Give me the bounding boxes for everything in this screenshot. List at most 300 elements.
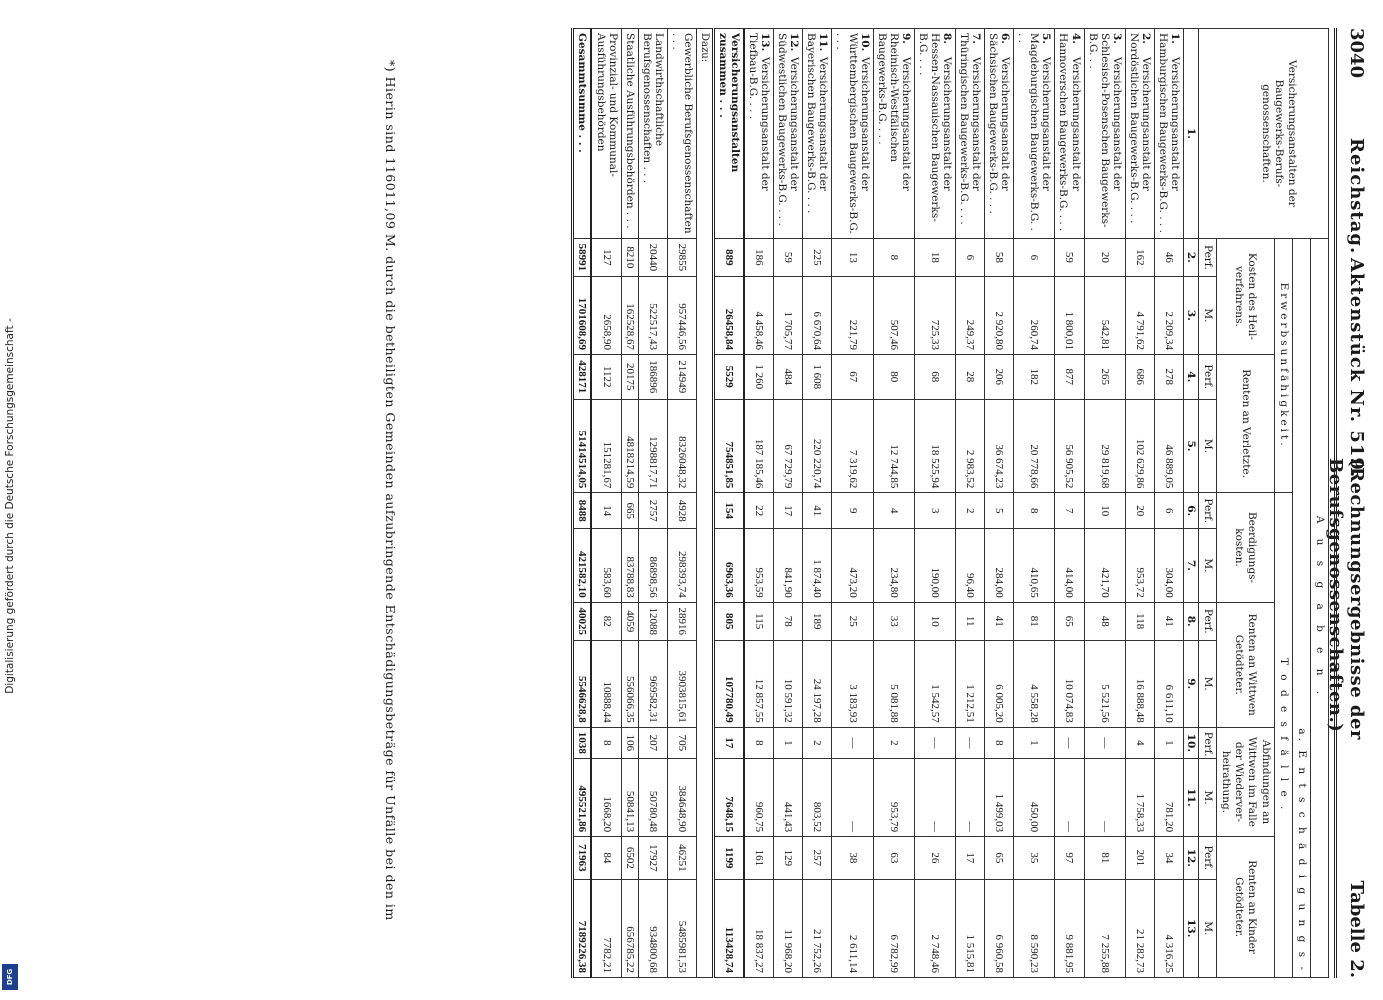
amount-cell: 7189226,38 <box>573 879 592 977</box>
row-label-text: Versicherungsanstalt der Hamburgischen Baugewerks-B.G. . . . <box>1156 33 1181 233</box>
persons-cell: 26 <box>914 837 955 879</box>
header-renten-kinder: Renten an Kinder Getödteter. <box>1217 837 1275 978</box>
amount-cell: 441,43 <box>774 759 803 837</box>
amount-cell: 10888,44 <box>592 640 622 727</box>
group-erwerb-heading: Erwerbsunfähigkeit. <box>1274 238 1292 492</box>
persons-cell: 214949 <box>667 354 696 399</box>
row-label <box>713 29 744 239</box>
amount-cell: 18 837,27 <box>744 879 774 977</box>
document-title: Aktenstück Nr. 519. <box>1346 258 1367 479</box>
row-label-text: Versicherungsanstalt der Tiefbau-B.G. . . . <box>747 33 772 191</box>
persons-cell: 162 <box>1125 238 1154 276</box>
row-label-text: Versicherungsanstalt der Hessen-Nassauischen Baugewerks-B.G. . . . <box>916 33 953 222</box>
amount-cell: 725,33 <box>914 276 955 354</box>
row-number: 6. <box>999 33 1012 44</box>
amount-cell: 473,20 <box>832 529 873 603</box>
amount-cell: 2658,90 <box>592 276 622 354</box>
persons-cell: 48 <box>1084 602 1125 640</box>
persons-cell: 118 <box>1125 602 1154 640</box>
persons-cell: 182 <box>1014 354 1055 399</box>
amount-cell: 96,40 <box>956 529 985 603</box>
persons-cell: 8210 <box>621 238 638 276</box>
row-label-text: Versicherungsanstalt der Hannoverschen Baugewerks-B.G. . . . <box>1057 33 1082 232</box>
amount-cell: 162528,67 <box>621 276 638 354</box>
row-number: 5. <box>1040 33 1053 44</box>
persons-cell: 161 <box>744 837 774 879</box>
persons-cell: 8 <box>985 727 1014 758</box>
amount-cell: 4 316,25 <box>1154 879 1183 977</box>
persons-cell: 18 <box>914 238 955 276</box>
persons-cell: 3 <box>914 493 955 529</box>
amount-cell: 3903815,61 <box>667 640 696 727</box>
table-row <box>1014 29 1055 978</box>
persons-cell: 1 <box>1154 727 1183 758</box>
table-row <box>832 29 873 978</box>
persons-cell: 8 <box>592 727 622 758</box>
amount-cell: 583,60 <box>592 529 622 603</box>
amount-cell: 803,52 <box>803 759 832 837</box>
persons-cell: 1 <box>1014 727 1055 758</box>
column-number: 8. <box>1184 602 1199 640</box>
unit-mark: M. <box>1199 276 1217 354</box>
dfg-logo-icon: DFG <box>2 964 18 990</box>
amount-cell: 6 005,20 <box>985 640 1014 727</box>
persons-cell: 80 <box>873 354 914 399</box>
amount-cell: 7648,15 <box>713 759 744 837</box>
amount-cell: 841,90 <box>774 529 803 603</box>
amount-cell: 7782,21 <box>592 879 622 977</box>
amount-cell: 20 778,66 <box>1014 399 1055 493</box>
amount-cell: 107780,49 <box>713 640 744 727</box>
row-number: 7. <box>970 33 983 44</box>
amount-cell: 249,37 <box>956 276 985 354</box>
persons-cell: 1 <box>774 727 803 758</box>
row-label-text: Provinzial- und Kommunal-Ausführungsbehörden <box>594 33 619 177</box>
persons-cell: 2757 <box>638 493 667 529</box>
amount-cell: 67 729,79 <box>774 399 803 493</box>
amount-cell: 151281,67 <box>592 399 622 493</box>
amount-cell: 4818214,59 <box>621 399 638 493</box>
unit-mark: M. <box>1199 529 1217 603</box>
persons-cell: 65 <box>985 837 1014 879</box>
amount-cell: 953,59 <box>744 529 774 603</box>
persons-cell: 40025 <box>573 602 592 640</box>
row-number: 11. <box>817 33 830 52</box>
header-rule <box>1334 28 1337 978</box>
unit-pers: Perf. <box>1199 493 1217 529</box>
persons-cell: — <box>1084 727 1125 758</box>
amount-cell: 9 881,95 <box>1055 879 1084 977</box>
persons-cell: — <box>832 727 873 758</box>
persons-cell: 206 <box>985 354 1014 399</box>
persons-cell: 67 <box>832 354 873 399</box>
amount-cell: 102 629,86 <box>1125 399 1154 493</box>
row-number: 1. <box>1169 33 1181 44</box>
persons-cell: 1038 <box>573 727 592 758</box>
persons-cell: 17927 <box>638 837 667 879</box>
persons-cell: 705 <box>667 727 696 758</box>
amount-cell: 1 705,77 <box>774 276 803 354</box>
amount-cell: 384648,90 <box>667 759 696 837</box>
amount-cell: 4 458,46 <box>744 276 774 354</box>
persons-cell: 6 <box>956 238 985 276</box>
persons-cell: 129 <box>774 837 803 879</box>
row-label-text: Gesammtsumme . . . <box>576 33 589 153</box>
persons-cell: 877 <box>1055 354 1084 399</box>
amount-cell: 260,74 <box>1014 276 1055 354</box>
group-todes-heading: T o d e s f ä l l e . <box>1274 493 1292 978</box>
row-label <box>832 29 873 239</box>
persons-cell: 33 <box>873 602 914 640</box>
amount-cell: 304,00 <box>1154 529 1183 603</box>
amount-cell: 51414514,05 <box>573 399 592 493</box>
persons-cell: 68 <box>914 354 955 399</box>
persons-cell: 59 <box>774 238 803 276</box>
row-label <box>667 29 696 239</box>
amount-cell: 556066,35 <box>621 640 638 727</box>
amount-cell: 11 968,20 <box>774 879 803 977</box>
persons-cell: 25 <box>832 602 873 640</box>
persons-cell: 17 <box>713 727 744 758</box>
table-row <box>956 29 985 978</box>
row-number: 4. <box>1069 33 1082 44</box>
amount-cell: 29 819,68 <box>1084 399 1125 493</box>
persons-cell: 20175 <box>621 354 638 399</box>
row-number: 2. <box>1139 33 1152 44</box>
persons-cell: 665 <box>621 493 638 529</box>
amount-cell: 969582,31 <box>638 640 667 727</box>
amount-cell: 1 499,03 <box>985 759 1014 837</box>
header-abfindungen: Abfindungen an Wittwen im Falle der Wiederver-heirathung. <box>1217 727 1275 836</box>
amount-cell: 4 558,28 <box>1014 640 1055 727</box>
amount-cell: 10 591,32 <box>774 640 803 727</box>
persons-cell: 46 <box>1154 238 1183 276</box>
amount-cell: 3 183,93 <box>832 640 873 727</box>
amount-cell: 8 590,23 <box>1014 879 1055 977</box>
row-label-text: Versicherungsanstalten zusammen . . . <box>717 33 742 173</box>
persons-cell: 22 <box>744 493 774 529</box>
persons-cell: 58 <box>985 238 1014 276</box>
amount-cell: 56 905,52 <box>1055 399 1084 493</box>
amount-cell: 542,81 <box>1084 276 1125 354</box>
amount-cell: 284,00 <box>985 529 1014 603</box>
document-subtitle: (Rechnungsergebnisse der Berufsgenossenschaften.) <box>1325 458 1367 740</box>
table-row <box>1055 29 1084 978</box>
persons-cell: 4 <box>1125 727 1154 758</box>
row-label <box>1154 29 1183 239</box>
persons-cell: 186896 <box>638 354 667 399</box>
amount-cell: 10 074,83 <box>1055 640 1084 727</box>
header-renten-witwen: Renten an Wittwen Getödteter. <box>1217 602 1275 727</box>
persons-cell: 59 <box>1055 238 1084 276</box>
row-label-text: Versicherungsanstalt der Südwestlichen Baugewerks-B.G. . . . <box>776 33 801 226</box>
row-label <box>1014 29 1055 239</box>
row-label <box>774 29 803 239</box>
expenditure-table <box>571 28 1329 978</box>
persons-cell: 2 <box>956 493 985 529</box>
persons-cell: 1 608 <box>803 354 832 399</box>
persons-cell: 17 <box>774 493 803 529</box>
persons-cell: 257 <box>803 837 832 879</box>
persons-cell: 20440 <box>638 238 667 276</box>
amount-cell: 495521,86 <box>573 759 592 837</box>
persons-cell: 58991 <box>573 238 592 276</box>
table-row <box>744 29 774 978</box>
amount-cell: 46 889,05 <box>1154 399 1183 493</box>
extra-row <box>592 29 622 978</box>
table-row <box>985 29 1014 978</box>
footnote: *) Hierin sind 116011,09 M. durch die betheiligten Gemeinden aufzubringende Entschädigungsbeträge für Unfälle bei den im <box>383 60 398 921</box>
persons-cell: 265 <box>1084 354 1125 399</box>
amount-cell: 6 960,58 <box>985 879 1014 977</box>
amount-cell: 6 611,10 <box>1154 640 1183 727</box>
unit-mark: M. <box>1199 759 1217 837</box>
persons-cell: 81 <box>1084 837 1125 879</box>
page-number: 3040 <box>1346 28 1367 79</box>
amount-cell: 5546628,8 <box>573 640 592 727</box>
extra-row <box>667 29 696 978</box>
amount-cell: 5 521,56 <box>1084 640 1125 727</box>
persons-cell: 97 <box>1055 837 1084 879</box>
persons-cell: 41 <box>1154 602 1183 640</box>
table-row <box>803 29 832 978</box>
persons-cell: 65 <box>1055 602 1084 640</box>
unit-pers: Perf. <box>1199 837 1217 879</box>
amount-cell: 7 319,62 <box>832 399 873 493</box>
amount-cell: 934800,68 <box>638 879 667 977</box>
row-label <box>1084 29 1125 239</box>
amount-cell: 190,00 <box>914 529 955 603</box>
row-label-text: Staatliche Ausführungsbehörden . . . <box>623 33 636 229</box>
extra-row <box>638 29 667 978</box>
amount-cell: 221,79 <box>832 276 873 354</box>
amount-cell: — <box>832 759 873 837</box>
table-row <box>1084 29 1125 978</box>
amount-cell: 12 744,85 <box>873 399 914 493</box>
persons-cell: 1 260 <box>744 354 774 399</box>
column-number: 7. <box>1184 529 1199 603</box>
amount-cell: 1 874,40 <box>803 529 832 603</box>
persons-cell: 6 <box>1154 493 1183 529</box>
persons-cell: 10 <box>1084 493 1125 529</box>
column-number: 12. <box>1184 837 1199 879</box>
table-title: A u s g a b e n . <box>1310 238 1328 977</box>
amount-cell: 2 748,46 <box>914 879 955 977</box>
persons-cell: 6502 <box>621 837 638 879</box>
persons-cell: 805 <box>713 602 744 640</box>
row-label <box>744 29 774 239</box>
persons-cell: 38 <box>832 837 873 879</box>
column-number: 10. <box>1184 727 1199 758</box>
amount-cell: 234,80 <box>873 529 914 603</box>
column-numbers-row <box>1184 29 1199 978</box>
amount-cell: 187 185,46 <box>744 399 774 493</box>
amount-cell: — <box>956 759 985 837</box>
persons-cell: 1122 <box>592 354 622 399</box>
row-label-text: Versicherungsanstalt der Magdeburgischen Baugewerks-B.G. . . . <box>1016 33 1053 231</box>
row-label-text: Landwirthschaftliche Berufsgenossenschaften . . . <box>640 33 665 184</box>
row-label <box>1125 29 1154 239</box>
amount-cell: 1 515,81 <box>956 879 985 977</box>
amount-cell: 36 674,23 <box>985 399 1014 493</box>
persons-cell: 8 <box>1014 493 1055 529</box>
persons-cell: 78 <box>774 602 803 640</box>
extra-row <box>621 29 638 978</box>
row-number: 9. <box>899 33 912 44</box>
amount-cell: — <box>1084 759 1125 837</box>
unit-pers: Perf. <box>1199 727 1217 758</box>
amount-cell: 1298817,71 <box>638 399 667 493</box>
row-number: 10. <box>858 33 871 52</box>
row-label-text: Versicherungsanstalt der Bayerischen Baugewerks-B.G. . . . <box>805 33 830 214</box>
table-row <box>1125 29 1154 978</box>
amount-cell: 507,46 <box>873 276 914 354</box>
persons-cell: 20 <box>1084 238 1125 276</box>
persons-cell: 201 <box>1125 837 1154 879</box>
amount-cell: 83788,83 <box>621 529 638 603</box>
amount-cell: 2 920,80 <box>985 276 1014 354</box>
digitization-credit: Digitalisierung gefördert durch die Deutsche Forschungsgemeinschaft - <box>4 318 16 694</box>
amount-cell: 450,00 <box>1014 759 1055 837</box>
persons-cell: 428171 <box>573 354 592 399</box>
amount-cell: 12 857,55 <box>744 640 774 727</box>
persons-cell: 12088 <box>638 602 667 640</box>
amount-cell: 24 197,28 <box>803 640 832 727</box>
amount-cell: 953,79 <box>873 759 914 837</box>
column-number: 1. <box>1184 29 1199 239</box>
table-row <box>914 29 955 978</box>
total-row <box>573 29 592 978</box>
persons-cell: 41 <box>985 602 1014 640</box>
row-label-text: Versicherungsanstalt der Schlesisch-Posenschen Baugewerks-B.G. . . <box>1086 33 1123 228</box>
header-beerdigung: Beerdigungs-kosten. <box>1217 493 1275 602</box>
persons-cell: 4 <box>873 493 914 529</box>
persons-cell: 11 <box>956 602 985 640</box>
row-number: 12. <box>788 33 801 52</box>
amount-cell: 1668,20 <box>592 759 622 837</box>
row-label <box>914 29 955 239</box>
amount-cell: 5 081,88 <box>873 640 914 727</box>
row-number: 3. <box>1110 33 1123 44</box>
amount-cell: 298393,74 <box>667 529 696 603</box>
persons-cell: 2 <box>803 727 832 758</box>
row-label <box>956 29 985 239</box>
table-number: Tabelle 2. <box>1346 880 1367 978</box>
persons-cell: 127 <box>592 238 622 276</box>
digitization-sidebar <box>0 0 24 1000</box>
column-number: 11. <box>1184 759 1199 837</box>
amount-cell: 754851,85 <box>713 399 744 493</box>
persons-cell: 20 <box>1125 493 1154 529</box>
amount-cell: 6963,36 <box>713 529 744 603</box>
unit-pers: Perf. <box>1199 354 1217 399</box>
amount-cell: 957446,56 <box>667 276 696 354</box>
dazu-label: Dazu: <box>696 29 713 978</box>
persons-cell: 81 <box>1014 602 1055 640</box>
persons-cell: 278 <box>1154 354 1183 399</box>
persons-cell: 14 <box>592 493 622 529</box>
persons-cell: 2 <box>873 727 914 758</box>
persons-cell: — <box>914 727 955 758</box>
unit-mark: M. <box>1199 399 1217 493</box>
persons-cell: 4059 <box>621 602 638 640</box>
row-label <box>573 29 592 239</box>
persons-cell: — <box>1055 727 1084 758</box>
table-row <box>873 29 914 978</box>
row-label <box>638 29 667 239</box>
amount-cell: 2 983,52 <box>956 399 985 493</box>
column-number: 6. <box>1184 493 1199 529</box>
column-number: 2. <box>1184 238 1199 276</box>
document-page <box>24 0 1383 1000</box>
amount-cell: 16 888,48 <box>1125 640 1154 727</box>
row-number: 13. <box>759 33 772 52</box>
amount-cell: 86898,56 <box>638 529 667 603</box>
row-label <box>621 29 638 239</box>
persons-cell: 686 <box>1125 354 1154 399</box>
persons-cell: — <box>956 727 985 758</box>
header-renten-verletzte: Renten an Verletzte. <box>1217 354 1275 492</box>
row-label <box>592 29 622 239</box>
publication-title: Reichstag. <box>1346 138 1367 255</box>
persons-cell: 28916 <box>667 602 696 640</box>
amount-cell: 781,20 <box>1154 759 1183 837</box>
unit-mark: M. <box>1199 879 1217 977</box>
column-number: 4. <box>1184 354 1199 399</box>
row-label-text: Versicherungsanstalt der Rheinisch-Westfälischen Baugewerks-B.G. . . . <box>875 33 912 191</box>
persons-cell: 154 <box>713 493 744 529</box>
persons-cell: 8488 <box>573 493 592 529</box>
amount-cell: 410,65 <box>1014 529 1055 603</box>
amount-cell: 1 212,51 <box>956 640 985 727</box>
persons-cell: 71963 <box>573 837 592 879</box>
dazu-row <box>696 29 713 978</box>
amount-cell: 421582,10 <box>573 529 592 603</box>
amount-cell: 2 611,14 <box>832 879 873 977</box>
page-header <box>1325 28 1373 978</box>
amount-cell: 522517,43 <box>638 276 667 354</box>
amount-cell: 2 209,34 <box>1154 276 1183 354</box>
persons-cell: 189 <box>803 602 832 640</box>
persons-cell: 63 <box>873 837 914 879</box>
header-insurers: Versicherungsanstalten der Baugewerks-Berufs-genossenschaften. <box>1199 29 1329 239</box>
persons-cell: 82 <box>592 602 622 640</box>
amount-cell: 421,70 <box>1084 529 1125 603</box>
persons-cell: 186 <box>744 238 774 276</box>
amount-cell: 50780,48 <box>638 759 667 837</box>
table-row <box>774 29 803 978</box>
amount-cell: 1701608,69 <box>573 276 592 354</box>
header-heilverfahren: Kosten des Heil-verfahrens. <box>1217 238 1275 354</box>
row-label-text: Versicherungsanstalt der Sächsischen Baugewerks-B.G. . . . <box>987 33 1012 214</box>
amount-cell: 21 282,73 <box>1125 879 1154 977</box>
persons-cell: 1199 <box>713 837 744 879</box>
amount-cell: 8326048,32 <box>667 399 696 493</box>
persons-cell: 17 <box>956 837 985 879</box>
amount-cell: 656785,22 <box>621 879 638 977</box>
persons-cell: 106 <box>621 727 638 758</box>
persons-cell: 5 <box>985 493 1014 529</box>
column-number: 9. <box>1184 640 1199 727</box>
amount-cell: 6 670,64 <box>803 276 832 354</box>
amount-cell: — <box>914 759 955 837</box>
amount-cell: 4 791,62 <box>1125 276 1154 354</box>
row-label <box>873 29 914 239</box>
amount-cell: 6 782,99 <box>873 879 914 977</box>
amount-cell: 220 220,74 <box>803 399 832 493</box>
amount-cell: 113428,74 <box>713 879 744 977</box>
column-number: 3. <box>1184 276 1199 354</box>
